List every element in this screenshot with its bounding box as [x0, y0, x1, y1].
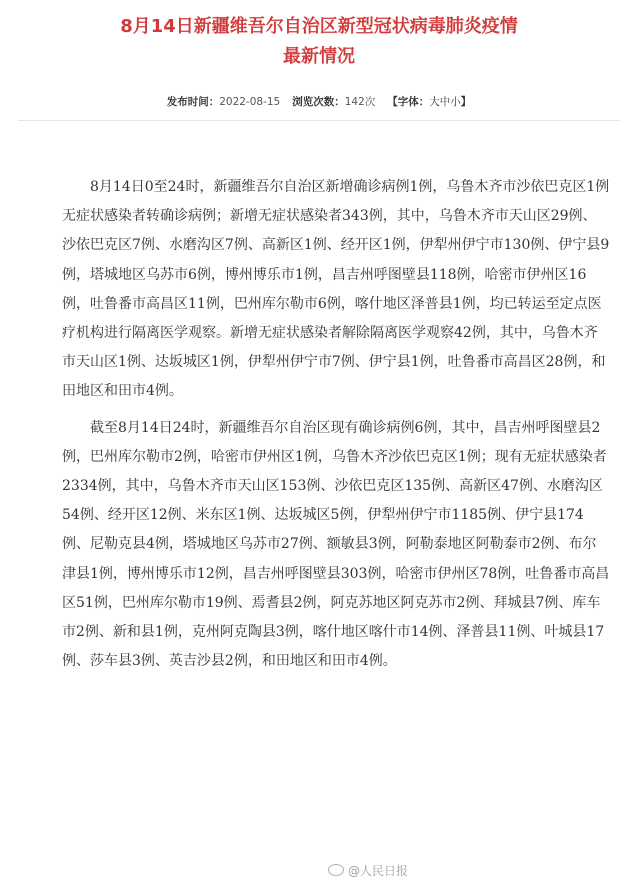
article-body — [62, 173, 610, 683]
weibo-icon — [328, 864, 344, 876]
watermark — [328, 862, 408, 879]
font-size-close: 】 — [460, 96, 472, 108]
body-paragraph-1: 8月14日0至24时，新疆维吾尔自治区新增确诊病例1例，乌鲁木齐市沙依巴克区1例无症状感染者转确诊病例；新增无症状感染者343例，其中，乌鲁木齐市天山区29例、沙依巴克区7例、水磨沟区7例、高新区1例、经开区1例，伊犁州伊宁市130例、伊宁县9例，塔城地区乌苏市6例，博州博乐市1例，昌吉州呼图壁县118例，哈密市伊州区16例，吐鲁番市高昌区11例，巴州库尔勒市6例，喀什地区泽普县1例，均已转运至定点医疗机构进行隔离医学观察。新增无症状感染者解除隔离医学观察42例，其中，乌鲁木齐市天山区1例、达坂城区1例，伊犁州伊宁市7例、伊宁县1例，吐鲁番市高昌区28例，和田地区和田市4例。 — [62, 179, 610, 400]
watermark-text: @人民日报 — [348, 864, 409, 878]
article-title-line2: 最新情况 — [283, 46, 355, 67]
header-divider — [18, 120, 620, 121]
article-meta — [0, 95, 638, 109]
font-size-medium-link[interactable]: 中 — [439, 96, 451, 108]
font-size-open: 【字体： — [387, 96, 430, 108]
font-size-large-link[interactable]: 大 — [429, 96, 440, 108]
article-title-line1: 8月14日新疆维吾尔自治区新型冠状病毒肺炎疫情 — [120, 16, 518, 37]
font-size-small-link[interactable]: 小 — [450, 96, 461, 108]
publish-label: 发布时间： — [166, 96, 220, 108]
views-label: 浏览次数： — [292, 96, 345, 108]
body-paragraph-2: 截至8月14日24时，新疆维吾尔自治区现有确诊病例6例，其中，昌吉州呼图壁县2例，巴州库尔勒市2例，哈密市伊州区1例，乌鲁木齐沙依巴克区1例；现有无症状感染者2334例，其中，乌鲁木齐市天山区153例、沙依巴克区135例、高新区47例、水磨沟区54例、经开区12例、米东区1例、达坂城区5例，伊犁州伊宁市1185例、伊宁县174例、尼勒克县4例，塔城地区乌苏市27例、额敏县3例，阿勒泰地区阿勒泰市2例、布尔津县1例，博州博乐市12例，昌吉州呼图壁县303例，哈密市伊州区78例，吐鲁番市高昌区51例，巴州库尔勒市19例、焉耆县2例，阿克苏地区阿克苏市2例、拜城县7例、库车市2例、新和县1例，克州阿克陶县3例，喀什地区喀什市14例、泽普县11例、叶城县17例、莎车县3例、英吉沙县2例，和田地区和田市4例。 — [62, 419, 610, 670]
article-title — [0, 12, 638, 72]
views-count: 142次 — [344, 96, 376, 108]
publish-time: 2022-08-15 — [219, 96, 281, 108]
